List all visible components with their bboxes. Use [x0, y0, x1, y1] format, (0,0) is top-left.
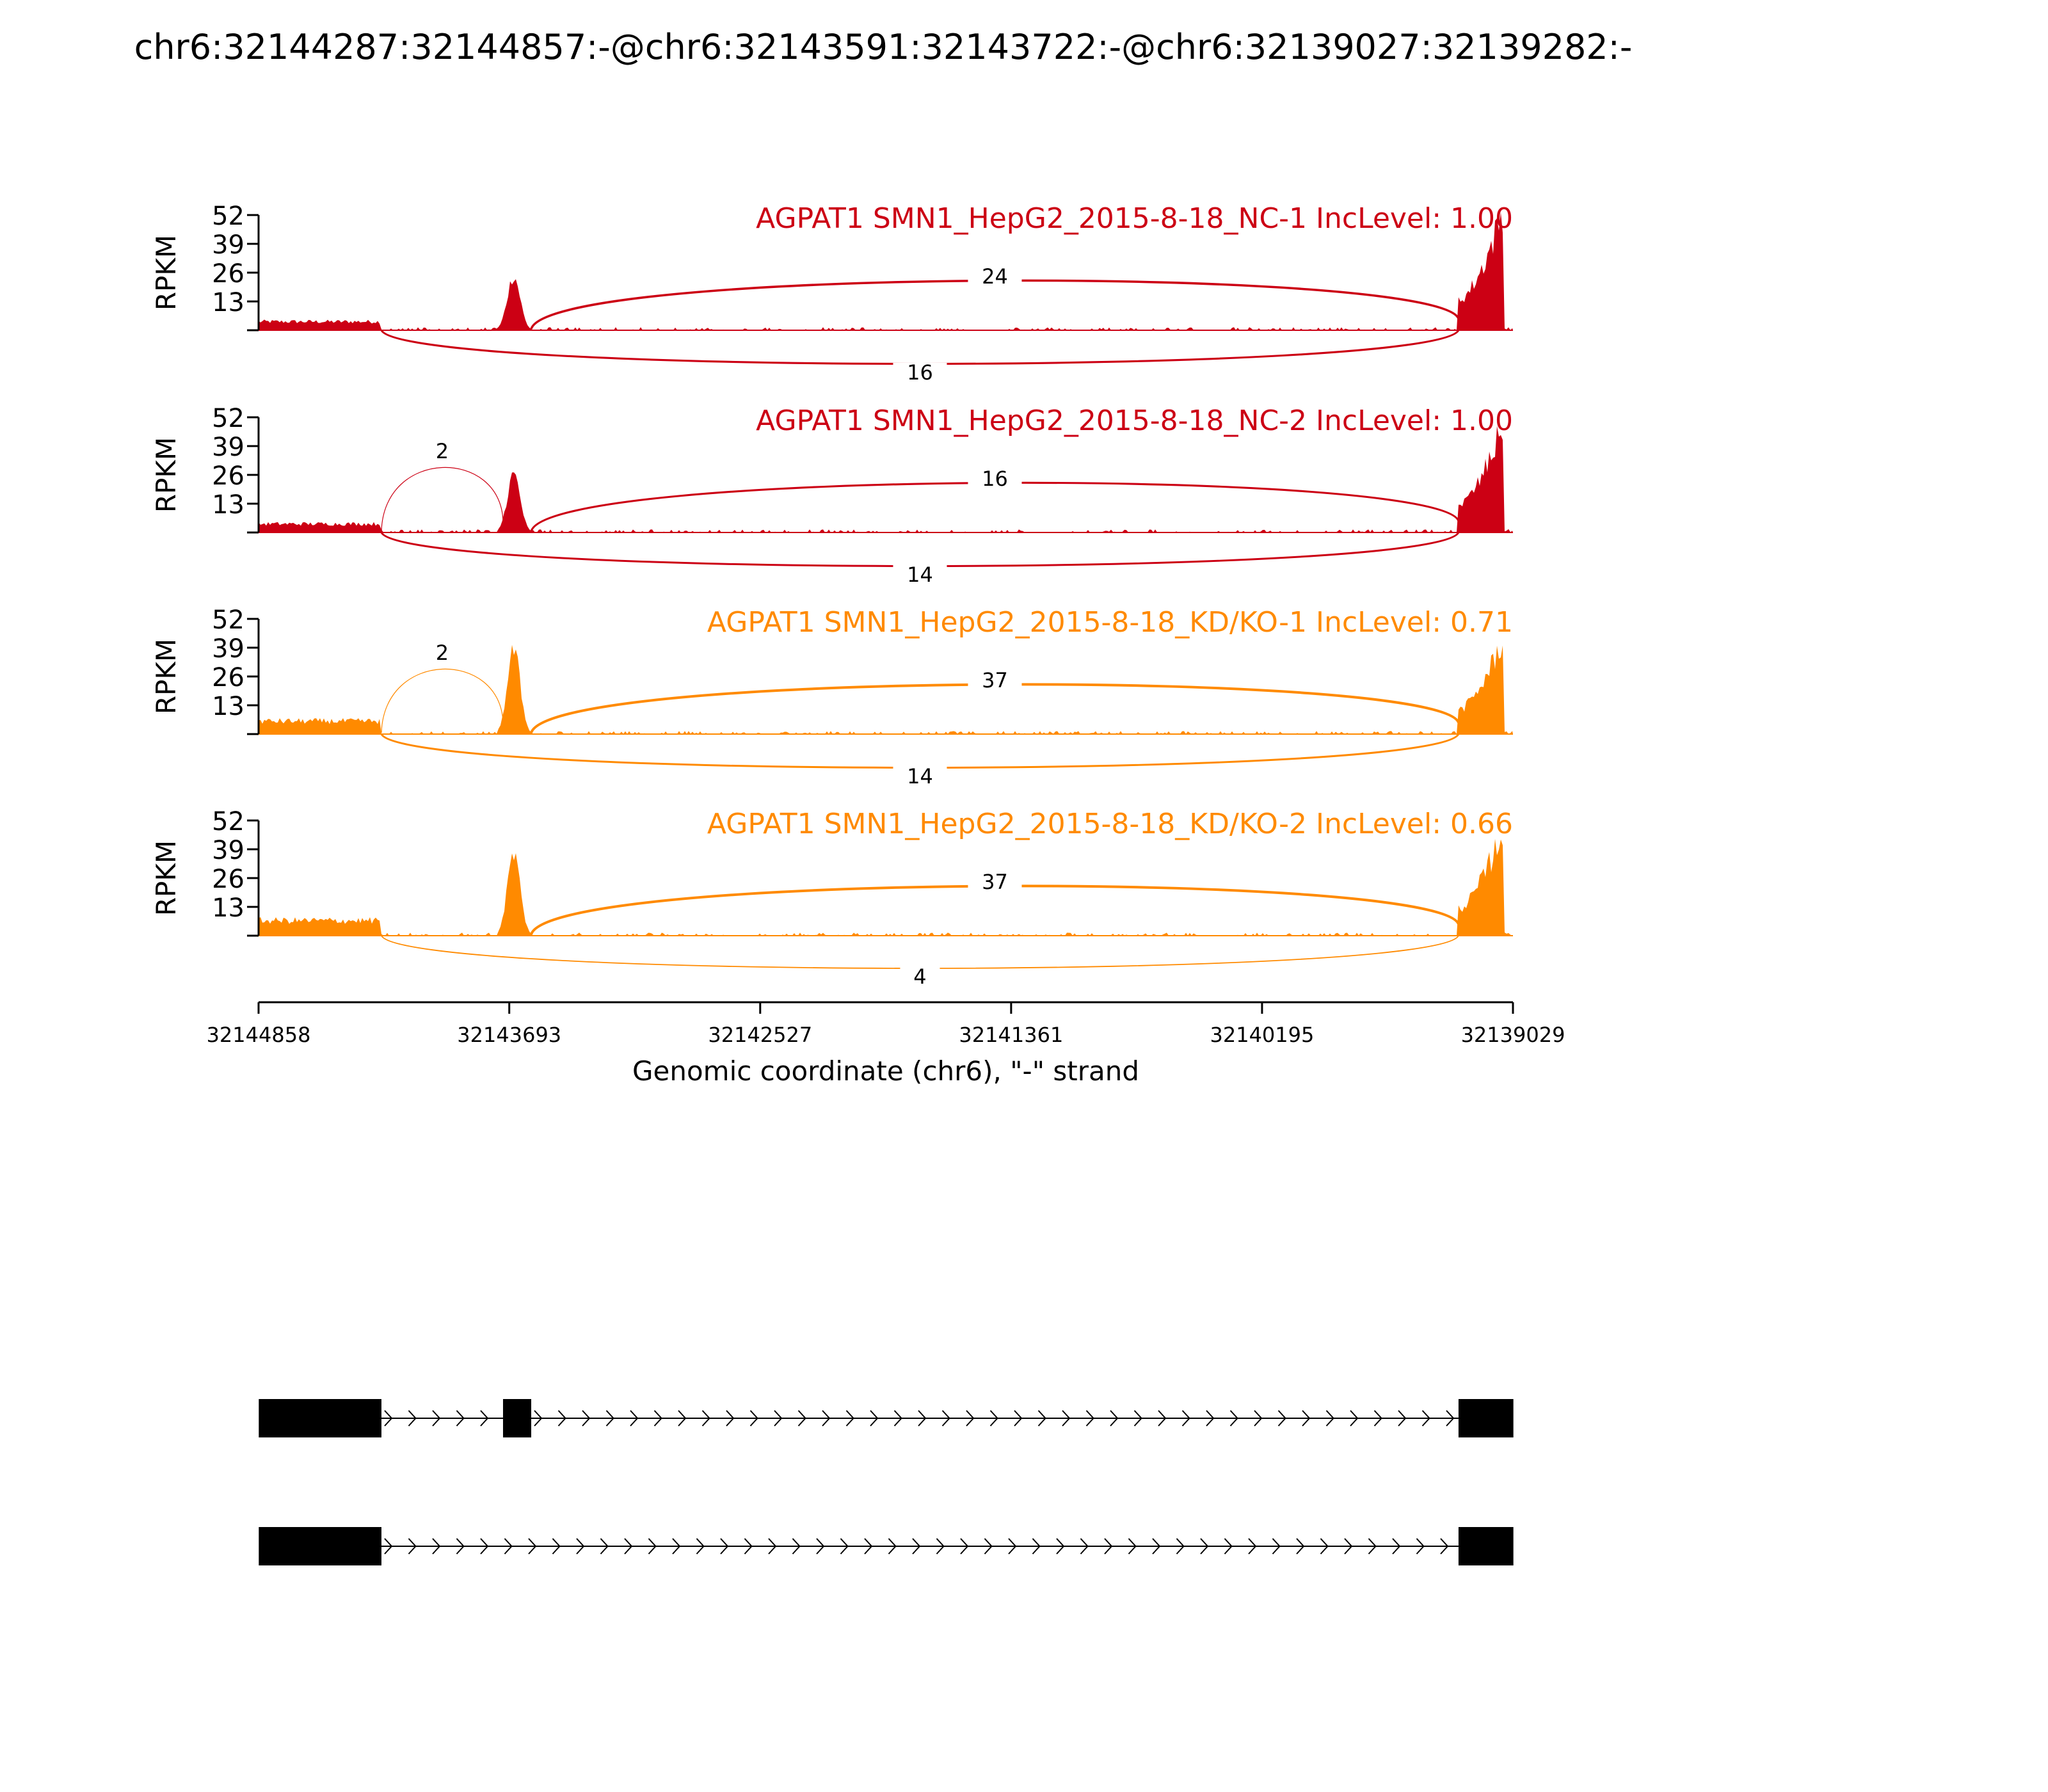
y-axis-label: RPKM [150, 436, 182, 513]
exon-block [259, 1399, 381, 1437]
y-tick-label: 13 [212, 490, 244, 520]
junction-arc [381, 936, 1459, 968]
x-axis-label: Genomic coordinate (chr6), "-" strand [632, 1055, 1140, 1087]
y-tick-label: 39 [212, 634, 244, 664]
plot-title: chr6:32144287:32144857:-@chr6:32143591:32143722:-@chr6:32139027:32139282:- [134, 27, 1633, 67]
y-tick-label: 26 [212, 663, 244, 692]
junction-count-label: 16 [982, 467, 1008, 491]
x-tick-label: 32140195 [1210, 1023, 1315, 1047]
x-tick-label: 32139029 [1460, 1023, 1565, 1047]
exon-block [259, 1527, 381, 1565]
junction-count-label: 2 [435, 439, 449, 463]
panel-label: AGPAT1 SMN1_HepG2_2015-8-18_NC-1 IncLevel: 1.00 [756, 202, 1513, 235]
junction-count-label: 37 [982, 870, 1008, 894]
junction-count-label: 14 [907, 764, 933, 788]
y-tick-label: 26 [212, 461, 244, 491]
junction-arc [381, 532, 1459, 566]
exon-block [1459, 1527, 1514, 1565]
panel-label: AGPAT1 SMN1_HepG2_2015-8-18_NC-2 IncLevel: 1.00 [756, 404, 1513, 437]
y-axis-label: RPKM [150, 234, 182, 311]
junction-count-label: 14 [907, 563, 933, 587]
junction-arc [381, 734, 1459, 768]
exon-block [1459, 1399, 1514, 1437]
x-tick-label: 32143693 [457, 1023, 562, 1047]
x-tick-label: 32141361 [959, 1023, 1064, 1047]
coverage-panel [150, 807, 1513, 989]
y-tick-label: 26 [212, 259, 244, 289]
coverage-panel [150, 202, 1513, 385]
y-tick-label: 39 [212, 230, 244, 260]
exon-block [503, 1399, 531, 1437]
junction-count-label: 24 [982, 264, 1008, 289]
junction-count-label: 2 [435, 641, 449, 665]
panel-label: AGPAT1 SMN1_HepG2_2015-8-18_KD/KO-2 IncLevel: 0.66 [707, 808, 1513, 840]
junction-arc [381, 669, 503, 733]
y-axis-label: RPKM [150, 638, 182, 715]
x-axis [207, 1002, 1565, 1087]
y-tick-label: 52 [212, 807, 244, 836]
panel-label: AGPAT1 SMN1_HepG2_2015-8-18_KD/KO-1 IncLevel: 0.71 [707, 606, 1513, 639]
y-tick-label: 52 [212, 404, 244, 433]
y-tick-label: 13 [212, 893, 244, 923]
isoform-track [259, 1527, 1513, 1565]
y-tick-label: 52 [212, 605, 244, 635]
y-tick-label: 26 [212, 865, 244, 894]
junction-count-label: 4 [913, 964, 927, 989]
coverage-panel [150, 404, 1513, 587]
junction-arc [381, 330, 1459, 364]
x-tick-label: 32142527 [708, 1023, 813, 1047]
isoform-track [259, 1399, 1513, 1437]
y-tick-label: 39 [212, 836, 244, 865]
junction-count-label: 37 [982, 668, 1008, 692]
y-axis-label: RPKM [150, 840, 182, 916]
y-tick-label: 52 [212, 202, 244, 231]
y-tick-label: 13 [212, 692, 244, 721]
x-tick-label: 32144858 [206, 1023, 311, 1047]
junction-count-label: 16 [907, 360, 933, 385]
y-tick-label: 39 [212, 433, 244, 462]
y-tick-label: 13 [212, 288, 244, 317]
junction-arc [381, 467, 503, 531]
coverage-panel [150, 605, 1513, 788]
